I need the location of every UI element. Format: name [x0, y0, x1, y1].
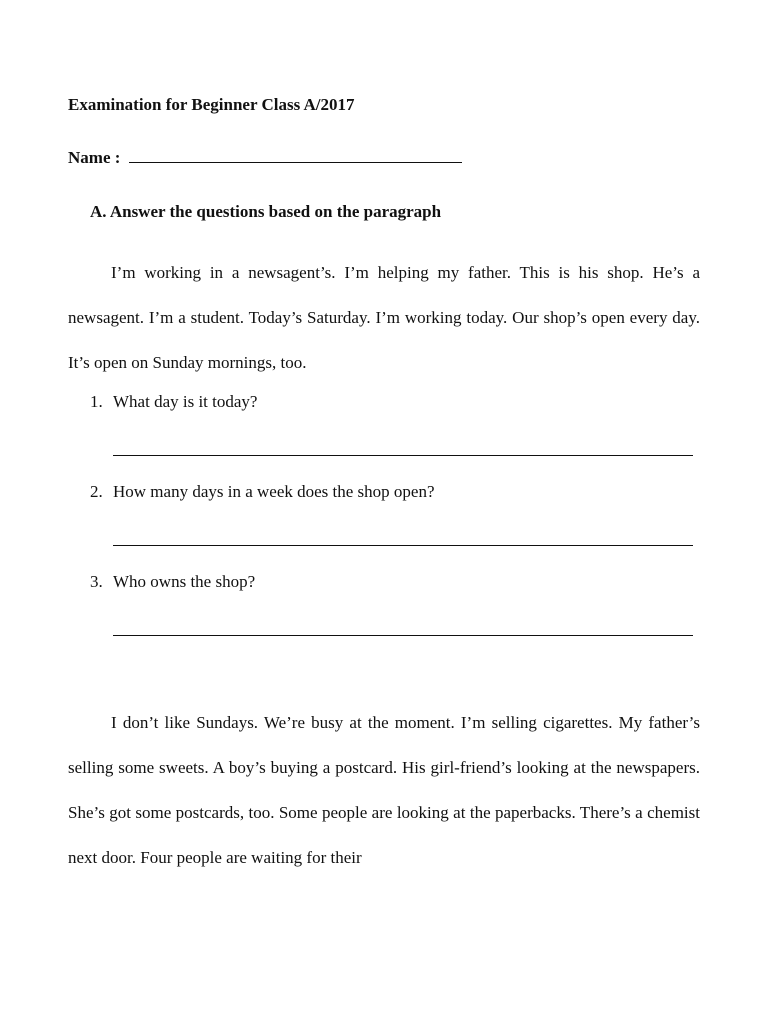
question-1 [90, 392, 257, 412]
question-number: 2. [90, 482, 103, 501]
paragraph-1-text: I’m working in a newsagent’s. I’m helping my father. This is his shop. He’s a newsagent. I’m a student. Today’s Saturday. I’m working today. Our shop’s open every day. It’s open on Sunday mornings, too. [68, 263, 700, 372]
answer-line-3[interactable] [113, 635, 693, 636]
name-label: Name : [68, 148, 121, 167]
question-3 [90, 572, 255, 592]
question-2 [90, 482, 435, 502]
exam-title: Examination for Beginner Class A/2017 [68, 95, 355, 114]
answer-line-2[interactable] [113, 545, 693, 546]
question-number: 3. [90, 572, 103, 591]
reading-paragraph-1 [68, 250, 700, 385]
question-number: 1. [90, 392, 103, 411]
question-text: Who owns the shop? [113, 572, 256, 591]
question-text: How many days in a week does the shop open? [113, 482, 435, 501]
name-row [68, 148, 462, 168]
reading-paragraph-2 [68, 700, 700, 880]
question-text: What day is it today? [113, 392, 258, 411]
section-a-heading: A. Answer the questions based on the paragraph [90, 202, 442, 221]
paragraph-2-text: I don’t like Sundays. We’re busy at the moment. I’m selling cigarettes. My father’s selling some sweets. A boy’s buying a postcard. His girl-friend’s looking at the newspapers. She’s got some postcards, too. Some people are looking at the paperbacks. There’s a chemist next door. Four people are waiting for their [68, 713, 700, 867]
answer-line-1[interactable] [113, 455, 693, 456]
name-field[interactable] [129, 148, 462, 163]
